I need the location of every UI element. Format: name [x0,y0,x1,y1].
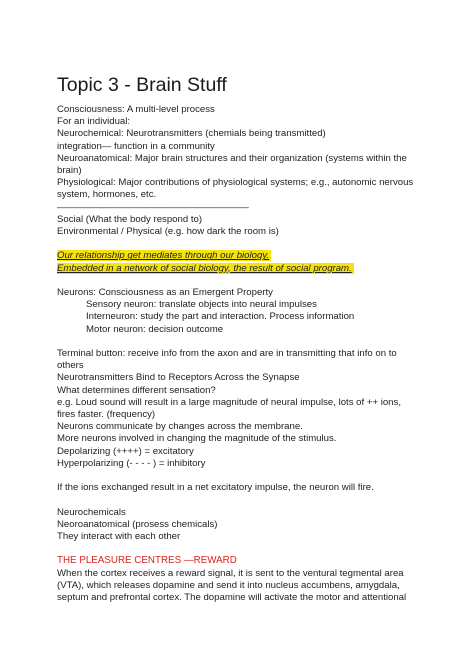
neuron-type-item: Motor neuron: decision outcome [86,323,224,335]
page-title: Topic 3 - Brain Stuff [57,74,227,96]
physiological-paragraph: Physiological: Major contributions of physiological systems; e.g., autonomic nervous system, hormones, etc. [57,177,414,201]
text-line: They interact with each other [57,531,181,543]
spacer [57,494,419,506]
text-line: Social (What the body respond to) [57,213,203,225]
text-line: More neurons involved in changing the magnitude of the stimulus. [57,433,337,445]
neuron-type-item: Interneuron: study the part and interaction. Process information [86,311,355,323]
spacer [57,238,419,250]
text-line: What determines different sensation? [57,384,216,396]
terminal-paragraph: Terminal button: receive info from the axon and are in transmitting that info on to others [57,348,397,372]
text-line: For an individual: [57,116,131,128]
neuroanatomical-paragraph: Neuroanatomical: Major brain structures and their organization (systems within the brain) [57,152,407,177]
text-line: Consciousness: A multi-level process [57,104,215,115]
spacer [57,275,419,287]
text-line: If the ions exchanged result in a net excitatory impulse, the neuron will fire. [57,482,374,494]
neuron-type-item: Sensory neuron: translate objects into neural impulses [86,299,317,311]
section-heading: THE PLEASURE CENTRES —REWARD [57,555,237,567]
text-line: Hyperpolarizing (- - - - ) = inhibitory [57,457,206,469]
text-line: Neurotransmitters Bind to Receptors Across the Synapse [57,372,300,384]
highlighted-text: Our relationship get mediates through our biology. [57,250,270,262]
text-line: Neurochemicals [57,506,126,518]
document-page [57,74,419,604]
divider-line: ———————————————————— [57,201,249,213]
text-line: Neurons communicate by changes across the membrane. [57,421,303,433]
text-line: Neurochemical: Neurotransmitters (chemials being transmitted) [57,128,326,140]
spacer [57,470,419,482]
highlighted-text: Embedded in a network of social biology, the result of social program. [57,262,352,274]
text-line: integration— function in a community [57,140,215,152]
loud-sound-paragraph: e.g. Loud sound will result in a large magnitude of neural impulse, lots of ++ ions, fires faster. (frequency) [57,396,401,421]
text-line: Depolarizing (++++) = excitatory [57,445,194,457]
spacer [57,336,419,348]
pleasure-paragraph: When the cortex receives a reward signal, it is sent to the ventural tegmental area (VTA), which releases dopamine and send it into nucleus accumbens, amygdala, septum and prefrontal cortex. The dopamine will activate the motor and attentional [57,567,407,604]
highlight-line [57,263,419,275]
spacer [57,543,419,555]
text-line: Neoroanatomical (prosess chemicals) [57,518,218,530]
neurons-heading: Neurons: Consciousness as an Emergent Property [57,287,273,299]
text-line: Environmental / Physical (e.g. how dark the room is) [57,226,279,238]
highlight-line [57,250,419,262]
